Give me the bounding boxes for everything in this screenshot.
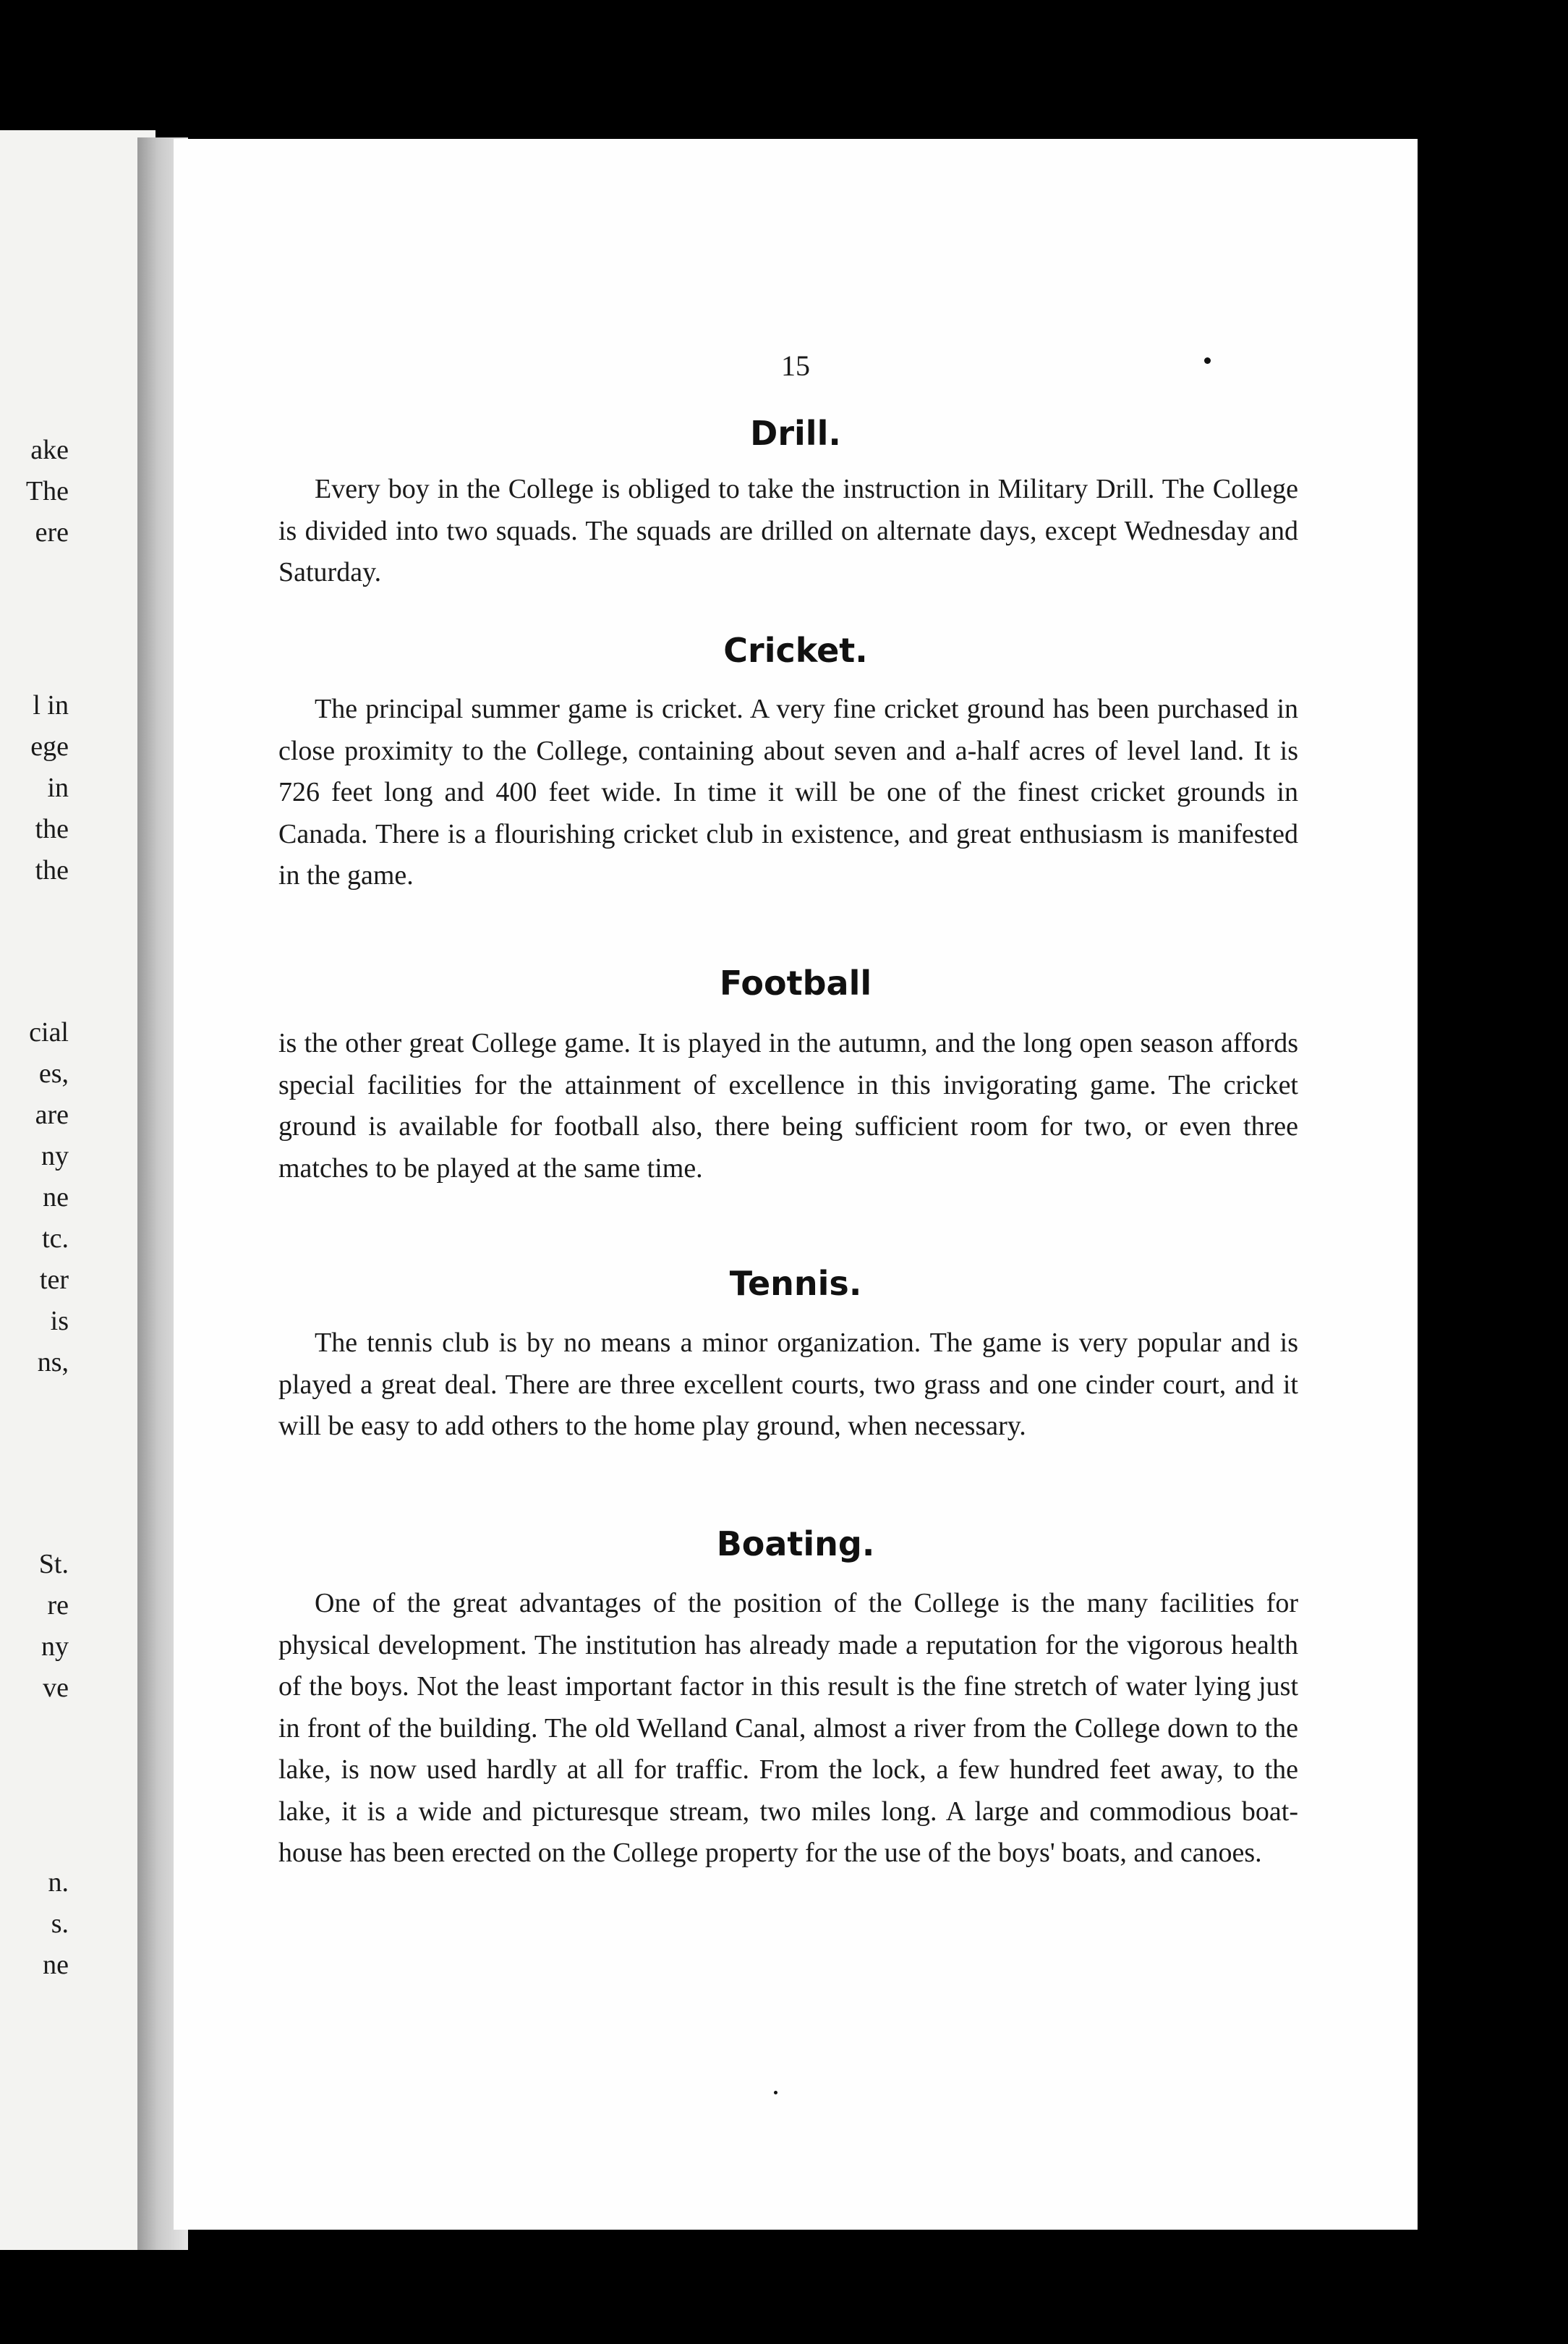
page-number: 15 xyxy=(781,349,810,382)
paragraph-football: is the other great College game. It is played in the autumn, and the long open season affords special facilities for the attainment of excellence in this invigorating game. The cricket ground is available for football also, there being sufficient room for two, or even three matches to be played at the same time. xyxy=(278,1028,1298,1184)
facing-page-fragment: ere xyxy=(35,517,69,548)
facing-page-fragment: ve xyxy=(43,1673,69,1703)
section-title-boating: Boating. xyxy=(716,1524,875,1563)
facing-page-fragment: in xyxy=(47,773,69,803)
facing-page-fragment: s. xyxy=(51,1908,69,1939)
paragraph-drill: Every boy in the College is obliged to take the instruction in Military Drill. The College is divided into two squads. The squads are drilled on alternate days, except Wednesday and Saturday. xyxy=(278,474,1298,587)
paragraph-tennis: The tennis club is by no means a minor organization. The game is very popular and is played a great deal. There are three excellent courts, two grass and one cinder court, and it will be easy to add others to the home play ground, when necessary. xyxy=(278,1328,1298,1441)
facing-page-fragment: is xyxy=(50,1306,69,1336)
facing-page-fragment: ny xyxy=(41,1631,69,1662)
section-title-football: Football xyxy=(719,964,872,1003)
facing-page-fragment: ake xyxy=(30,435,69,465)
paragraph-cricket: The principal summer game is cricket. A very fine cricket ground has been purchased in close proximity to the College, containing about seven and a-half acres of level land. It is 726 feet long and 400 feet wide. In time it will be one of the finest cricket grounds in Canada. There is a flourishing cricket club in existence, and great enthusiasm is manifested in the game. xyxy=(278,694,1298,891)
facing-page-fragment: ne xyxy=(43,1182,69,1213)
facing-page-edge xyxy=(0,130,155,2250)
facing-page-fragment: ns, xyxy=(37,1347,69,1377)
facing-page-fragment: tc. xyxy=(42,1223,69,1254)
facing-page-fragment: ege xyxy=(30,731,69,762)
facing-page-fragment: cial xyxy=(29,1017,69,1048)
facing-page-fragment: ny xyxy=(41,1141,69,1171)
facing-page-fragment: re xyxy=(47,1590,69,1621)
facing-page-fragment: are xyxy=(35,1100,69,1130)
facing-page-fragment: ter xyxy=(39,1265,69,1295)
facing-page-fragment: n. xyxy=(48,1867,69,1898)
section-title-drill: Drill. xyxy=(750,414,841,453)
facing-page-fragment: l in xyxy=(33,690,69,721)
facing-page-fragment: es, xyxy=(38,1058,69,1089)
facing-page-fragment: the xyxy=(35,855,69,886)
facing-page-fragment: St. xyxy=(38,1549,69,1579)
book-page xyxy=(174,139,1418,2230)
facing-page-fragment: ne xyxy=(43,1950,69,1980)
facing-page-fragment: The xyxy=(25,476,69,506)
page-speck xyxy=(1204,357,1211,364)
facing-page-fragment: the xyxy=(35,814,69,844)
paragraph-boating: One of the great advantages of the position of the College is the many facilities for physical development. The institution has already made a reputation for the vigorous health of the boys. Not the least important factor in this result is the fine stretch of water lying just in front of the building. The old Welland Canal, almost a river from the College down to the lake, is now used hardly at all for traffic. From the lock, a few hundred feet away, to the lake, it is a wide and picturesque stream, two miles long. A large and commodious boat-house has been erected on the College property for the use of the boys' boats, and canoes. xyxy=(278,1588,1298,1868)
section-title-tennis: Tennis. xyxy=(729,1264,862,1303)
page-speck xyxy=(774,2091,777,2094)
section-title-cricket: Cricket. xyxy=(723,631,868,670)
